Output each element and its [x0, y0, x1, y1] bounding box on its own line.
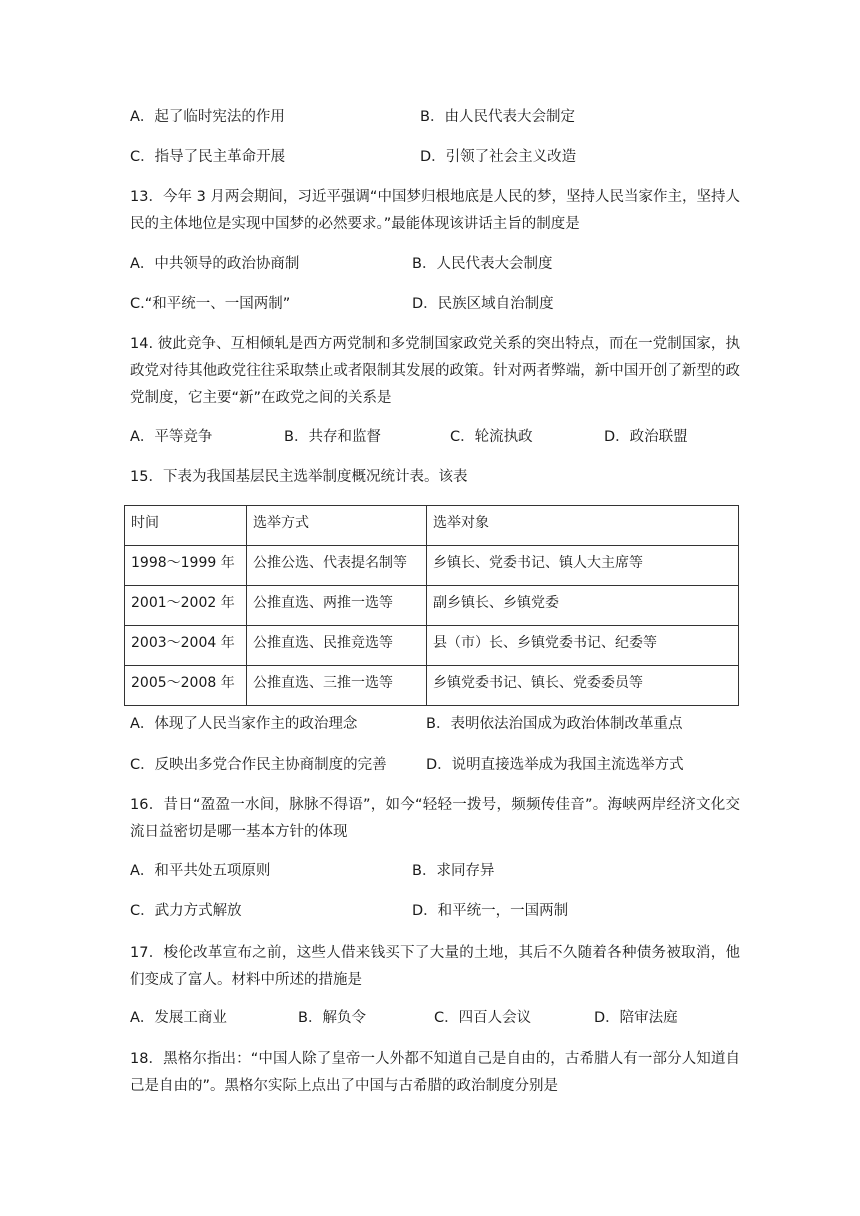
election-stats-table — [124, 505, 739, 706]
q16-option-c: C．武力方式解放 — [130, 903, 242, 919]
table-cell: 公推公选、代表提名制等 — [247, 546, 427, 586]
table-header-cell: 时间 — [125, 506, 247, 546]
table-cell: 公推直选、民推竞选等 — [247, 626, 427, 666]
q15-option-a: A．体现了人民当家作主的政治理念 — [130, 716, 358, 732]
table-cell: 2001～2002 年 — [125, 586, 247, 626]
q15-stem: 15．下表为我国基层民主选举制度概况统计表。该表 — [130, 469, 468, 485]
table-row — [125, 586, 739, 626]
table-header-row — [125, 506, 739, 546]
q12-option-d: D．引领了社会主义改造 — [420, 149, 577, 165]
q15-option-d: D．说明直接选举成为我国主流选举方式 — [426, 757, 684, 773]
q17-option-b: B．解负令 — [298, 1010, 366, 1026]
q16-option-d: D．和平统一，一国两制 — [412, 903, 569, 919]
table-row — [125, 666, 739, 706]
table-header-cell: 选举对象 — [427, 506, 739, 546]
q16-stem: 16．昔日“盈盈一水间，脉脉不得语”，如今“轻轻一拨号，频频传佳音”。海峡两岸经济文化交流日益密切是哪一基本方针的体现 — [130, 797, 740, 840]
table-cell: 公推直选、两推一选等 — [247, 586, 427, 626]
q13-option-a: A．中共领导的政治协商制 — [130, 256, 300, 272]
q13-option-c: C.“和平统一、一国两制” — [130, 296, 291, 312]
q17-option-a: A．发展工商业 — [130, 1010, 227, 1026]
table-header-cell: 选举方式 — [247, 506, 427, 546]
table-cell: 2005～2008 年 — [125, 666, 247, 706]
q17-stem: 17．梭伦改革宣布之前，这些人借来钱买下了大量的土地，其后不久随着各种债务被取消，他们变成了富人。材料中所述的措施是 — [130, 945, 740, 988]
q13-stem: 13．今年 3 月两会期间，习近平强调“中国梦归根地底是人民的梦，坚持人民当家作主，坚持人民的主体地位是实现中国梦的必然要求。”最能体现该讲话主旨的制度是 — [130, 189, 740, 232]
q12-option-c: C．指导了民主革命开展 — [130, 149, 286, 165]
q16-option-b: B．求同存异 — [412, 863, 495, 879]
q16-option-a: A．和平共处五项原则 — [130, 863, 271, 879]
q14-option-a: A．平等竞争 — [130, 429, 213, 445]
q18-stem: 18．黑格尔指出：“中国人除了皇帝一人外都不知道自己是自由的，古希腊人有一部分人知道自己是自由的”。黑格尔实际上点出了中国与古希腊的政治制度分别是 — [130, 1051, 740, 1094]
q15-option-c: C．反映出多党合作民主协商制度的完善 — [130, 757, 387, 773]
q14-option-b: B．共存和监督 — [284, 429, 381, 445]
table-cell: 乡镇长、党委书记、镇人大主席等 — [427, 546, 739, 586]
q13-option-d: D．民族区域自治制度 — [412, 296, 554, 312]
table-cell: 公推直选、三推一选等 — [247, 666, 427, 706]
q17-option-c: C．四百人会议 — [434, 1010, 532, 1026]
q12-option-b: B．由人民代表大会制定 — [420, 109, 575, 125]
table-cell: 1998～1999 年 — [125, 546, 247, 586]
q12-option-a: A．起了临时宪法的作用 — [130, 109, 285, 125]
table-cell: 2003～2004 年 — [125, 626, 247, 666]
q15-option-b: B．表明依法治国成为政治体制改革重点 — [426, 716, 683, 732]
q13-option-b: B．人民代表大会制度 — [412, 256, 553, 272]
table-cell: 县（市）长、乡镇党委书记、纪委等 — [427, 626, 739, 666]
table-row — [125, 546, 739, 586]
table-cell: 副乡镇长、乡镇党委 — [427, 586, 739, 626]
q14-option-c: C．轮流执政 — [450, 429, 533, 445]
q14-stem: 14. 彼此竞争、互相倾轧是西方两党制和多党制国家政党关系的突出特点，而在一党制国家，执政党对待其他政党往往采取禁止或者限制其发展的政策。针对两者弊端，新中国开创了新型的政党制度，它主要“新”在政党之间的关系是 — [130, 336, 740, 406]
table-cell: 乡镇党委书记、镇长、党委委员等 — [427, 666, 739, 706]
table-row — [125, 626, 739, 666]
q14-option-d: D．政治联盟 — [604, 429, 688, 445]
q17-option-d: D．陪审法庭 — [594, 1010, 678, 1026]
